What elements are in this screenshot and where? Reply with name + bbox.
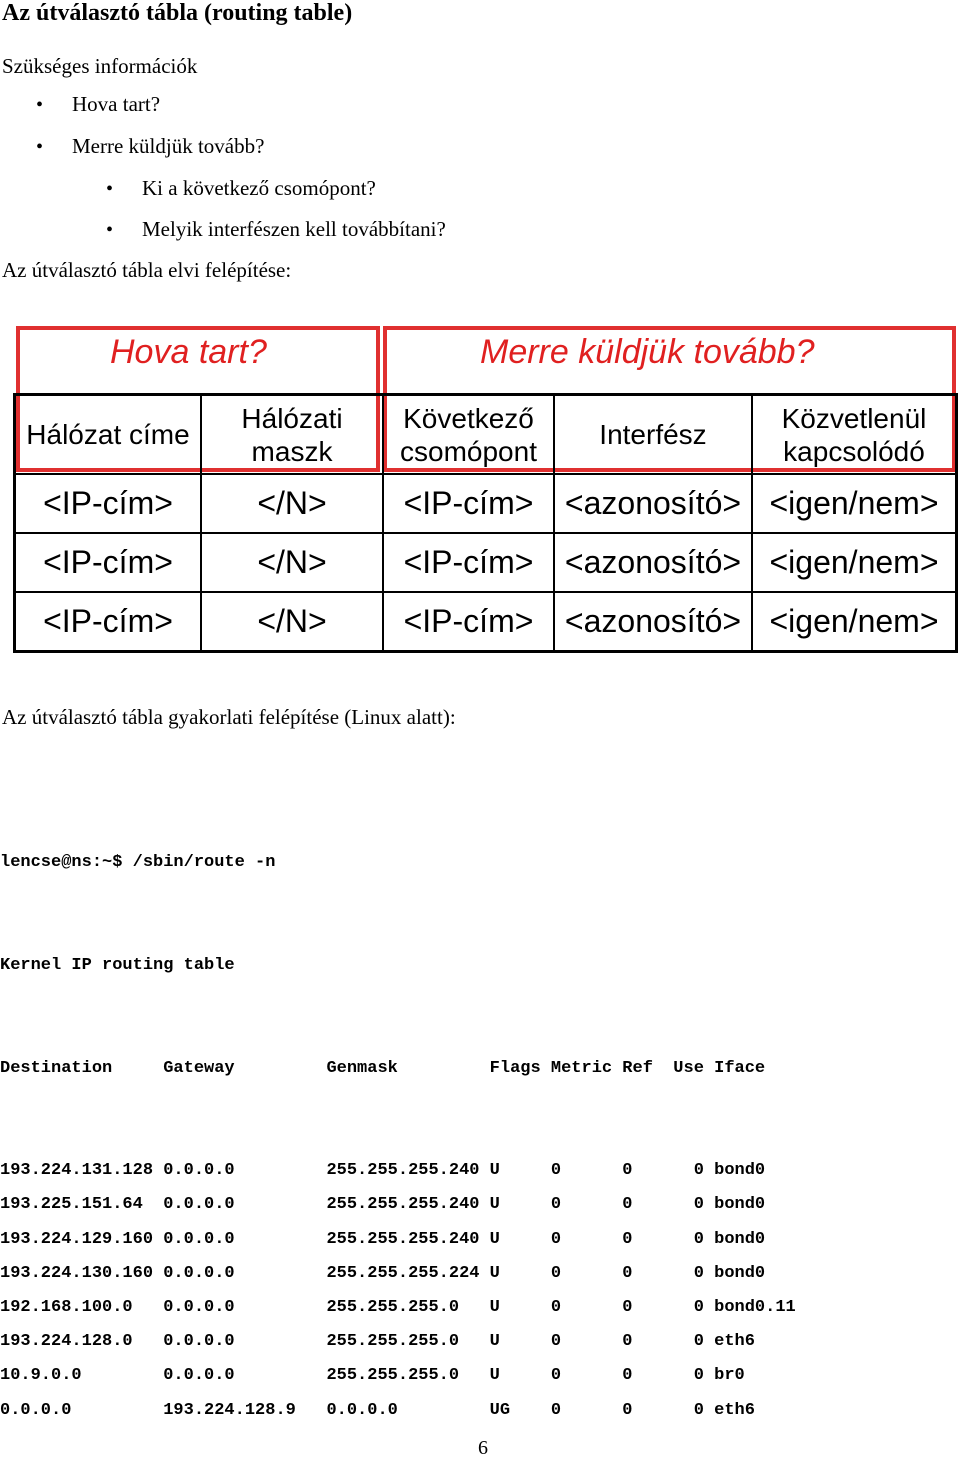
page-title: Az útválasztó tábla (routing table) <box>2 0 353 26</box>
table-row <box>15 474 957 533</box>
table-cell: <igen/nem> <box>752 533 957 592</box>
bullet-icon: • <box>36 136 44 158</box>
table-cell: <azonosító> <box>554 533 752 592</box>
bullet-icon: • <box>36 94 44 116</box>
sub-bullet-item: Melyik interfészen kell továbbítani? <box>142 217 446 241</box>
route-row: 193.225.151.64 0.0.0.0 255.255.255.240 U 0 0 0 bond0 <box>0 1195 766 1215</box>
route-row: 0.0.0.0 193.224.128.9 0.0.0.0 UG 0 0 0 eth6 <box>0 1400 755 1420</box>
route-row: 193.224.131.128 0.0.0.0 255.255.255.240 U 0 0 0 bond0 <box>0 1161 766 1181</box>
terminal-output <box>0 778 796 1462</box>
header-directly-connected: Közvetlenül kapcsolódó <box>752 395 957 475</box>
table-cell: </N> <box>201 592 383 652</box>
bullet-icon: • <box>106 178 114 200</box>
table-header-row <box>15 395 957 475</box>
header-network-mask: Hálózati maszk <box>201 395 383 475</box>
table-cell: <azonosító> <box>554 474 752 533</box>
table-cell: </N> <box>201 533 383 592</box>
table-cell: <IP-cím> <box>15 592 202 652</box>
table-cell: <azonosító> <box>554 592 752 652</box>
table-cell: </N> <box>201 474 383 533</box>
route-row: 10.9.0.0 0.0.0.0 255.255.255.0 U 0 0 0 br0 <box>0 1366 745 1386</box>
bullet-item: Merre küldjük tovább? <box>72 134 265 158</box>
header-interface: Interfész <box>554 395 752 475</box>
requirements-heading: Szükséges információk <box>2 54 198 78</box>
route-row: 193.224.128.0 0.0.0.0 255.255.255.0 U 0 0 0 eth6 <box>0 1332 755 1352</box>
terminal-banner: Kernel IP routing table <box>0 956 235 976</box>
table-cell: <igen/nem> <box>752 592 957 652</box>
theory-label: Az útválasztó tábla elvi felépítése: <box>2 258 292 282</box>
bullet-icon: • <box>106 219 114 241</box>
table-cell: <IP-cím> <box>15 474 202 533</box>
table-cell: <IP-cím> <box>383 474 554 533</box>
bullet-item: Hova tart? <box>72 92 161 116</box>
route-row: 193.224.129.160 0.0.0.0 255.255.255.240 U 0 0 0 bond0 <box>0 1229 766 1249</box>
route-row: 193.224.130.160 0.0.0.0 255.255.255.224 U 0 0 0 bond0 <box>0 1263 766 1283</box>
terminal-prompt-line: lencse@ns:~$ /sbin/route -n <box>0 853 276 873</box>
table-cell: <IP-cím> <box>383 533 554 592</box>
header-network-address: Hálózat címe <box>15 395 202 475</box>
terminal-column-header: Destination Gateway Genmask Flags Metric Ref Use Iface <box>0 1058 766 1078</box>
terminal-route-list <box>0 1154 796 1428</box>
where-label: Hova tart? <box>110 333 267 371</box>
table-row <box>15 592 957 652</box>
table-cell: <igen/nem> <box>752 474 957 533</box>
table-cell: <IP-cím> <box>15 533 202 592</box>
table-row <box>15 533 957 592</box>
practical-label: Az útválasztó tábla gyakorlati felépítése (Linux alatt): <box>2 705 456 729</box>
theoretical-routing-table <box>13 393 958 653</box>
route-row: 192.168.100.0 0.0.0.0 255.255.255.0 U 0 0 0 bond0.11 <box>0 1298 796 1318</box>
forward-label: Merre küldjük tovább? <box>480 333 815 371</box>
sub-bullet-item: Ki a következő csomópont? <box>142 176 376 200</box>
page-number: 6 <box>478 1437 488 1459</box>
header-next-hop: Következő csomópont <box>383 395 554 475</box>
table-cell: <IP-cím> <box>383 592 554 652</box>
